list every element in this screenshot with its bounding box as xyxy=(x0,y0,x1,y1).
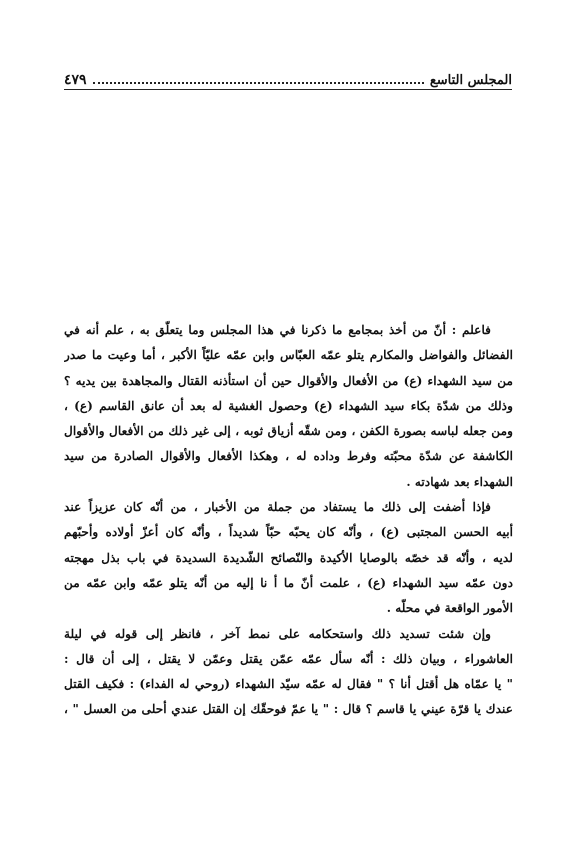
text-line: فإذا أضفت إلى ذلك ما يستفاد من جملة من الأخبار ، من أنّه كان عزيزاً عند xyxy=(64,500,491,515)
running-header xyxy=(64,64,512,88)
chapter-title: المجلس التاسع xyxy=(429,73,512,88)
paragraph xyxy=(64,495,513,621)
dot-leader xyxy=(93,82,424,84)
text-line: وإن شئت تسديد ذلك واستحكامه على نمط آخر ، فانظر إلى قوله في ليلة xyxy=(64,626,491,641)
page-number: ٤٧٩ xyxy=(64,72,87,88)
text-line: العاشوراء ، وبيان ذلك : أنّه سأل عمّه عمّن يقتل وعمّن لا يقتل ، إلى أن قال : xyxy=(64,651,513,666)
text-line: لديه ، وأنّه قد خصّه بالوصايا الأكيدة والنّصائح الشّديدة السديدة في باب بذل مهجته xyxy=(64,550,513,565)
header-rule xyxy=(64,89,512,90)
text-line: " يا عمّاه هل أقتل أنا ؟ " فقال له عمّه سيّد الشهداء (روحي له الفداء) : فكيف القتل xyxy=(64,677,513,692)
paragraph xyxy=(64,318,513,495)
text-line: فاعلم : أنّ من أخذ بمجامع ما ذكرنا في هذا المجلس وما يتعلّق به ، علم أنه في xyxy=(64,323,491,337)
text-line: عندك يا قرّة عيني يا قاسم ؟ قال : " يا عمّ فوحقّك إن القتل عندي أحلى من العسل " ، xyxy=(64,702,513,717)
paragraph xyxy=(64,622,513,723)
text-line: الكاشفة عن شدّة محبّته وفرط وداده له ، وهكذا الأفعال والأقوال الصادرة من سيد xyxy=(64,449,513,464)
text-line: أبيه الحسن المجتبى (ع) ، وأنّه كان يحبّه حبّاً شديداً ، وأنّه كان أعزّ أولاده وأحبّهم xyxy=(64,525,513,540)
text-line: ومن جعله لباسه بصورة الكفن ، ومن شقّه أزياق ثوبه ، إلى غير ذلك من الأفعال والأقوال xyxy=(64,424,513,439)
text-line: الأمور الواقعة في محلّه . xyxy=(386,601,513,616)
text-line: وذلك من شدّة بكاء سيد الشهداء (ع) وحصول الغشية له بعد أن عانق القاسم (ع) ، xyxy=(64,398,513,413)
text-line: من سيد الشهداء (ع) من الأفعال والأقوال حين أن استأذنه القتال والمجاهدة بين يديه ؟ xyxy=(64,373,513,388)
body-text xyxy=(64,318,513,723)
text-line: الشهداء بعد شهادته . xyxy=(406,474,513,489)
text-line: دون عمّه سيد الشهداء (ع) ، علمت أنّ ما أ نا إليه من أنّه يتلو عمّه وابن عمّه من xyxy=(64,575,513,590)
text-line: الفضائل والفواضل والمكارم يتلو عمّه العبّاس وابن عمّه عليّاً الأكبر ، أما وعيت ما صدر xyxy=(64,348,513,363)
